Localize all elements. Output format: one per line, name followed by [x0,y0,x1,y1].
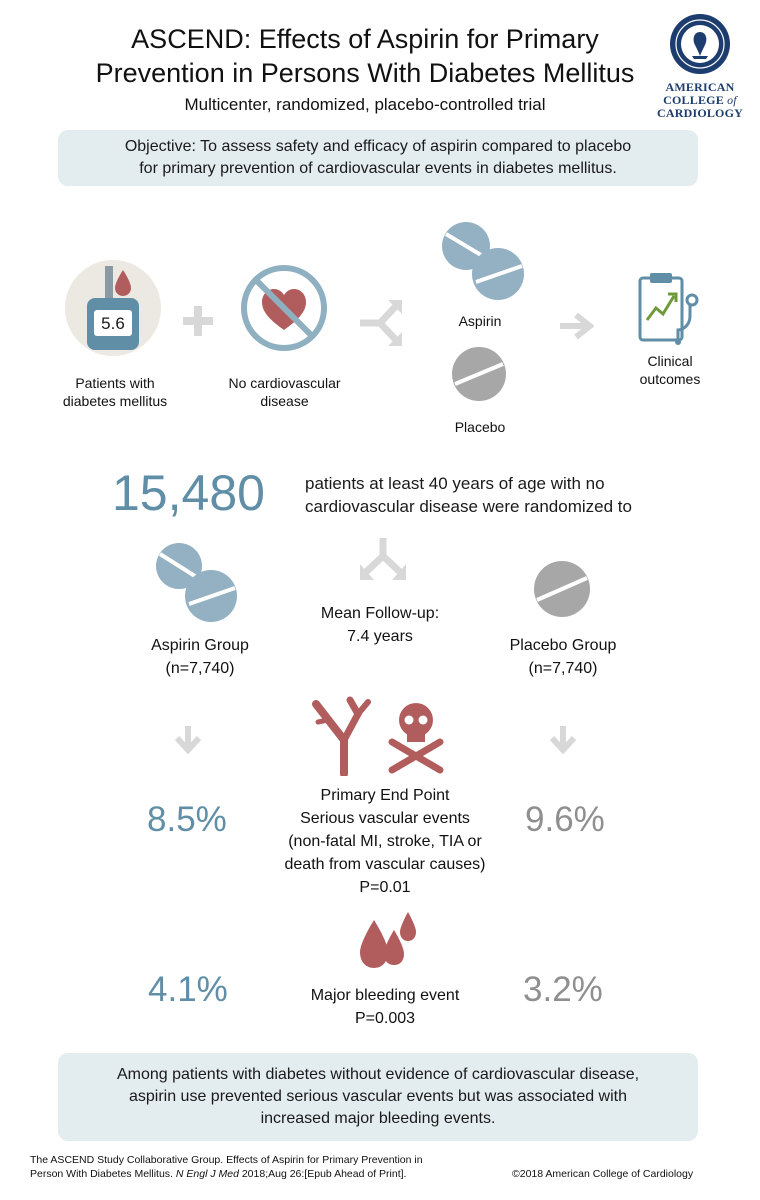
no-heart-icon [240,264,328,352]
blood-drops-icon [356,910,420,974]
subtitle: Multicenter, randomized, placebo-controlled trial [184,95,546,114]
aspirin-pills-icon [440,220,530,304]
arrow-down-right-icon [549,724,577,754]
aspirin-group-label: Aspirin Group (n=7,740) [151,637,249,677]
conclusion-text: Among patients with diabetes without evidence of cardiovascular disease, aspirin use prevented serious vascular events but was associated with increased major bleeding events. [116,1066,640,1127]
no-cvd-label: No cardiovascular disease [228,375,341,409]
enrollment-count: 15,480 [112,465,265,521]
clinical-outcomes-label: Clinical outcomes [639,353,701,387]
glucometer-reading: 5.6 [101,314,125,333]
arrow-right-icon [558,312,594,340]
split-arrow-icon [356,296,408,350]
placebo-group-pill-icon [533,560,591,618]
placebo-primary-pct: 9.6% [525,800,605,839]
followup-label: Mean Follow-up: 7.4 years [320,605,440,645]
page-title: ASCEND: Effects of Aspirin for Primary Prevention in Persons With Diabetes Mellitus [95,24,635,88]
aspirin-group-pills-icon [155,540,241,624]
plus-icon [183,306,213,336]
primary-endpoint-label: Primary End Point Serious vascular events (non-fatal MI, stroke, TIA or death from vascular causes) P=0.01 [284,787,486,896]
enrollment-text: patients at least 40 years of age with no cardiovascular disease were randomized to [305,474,632,516]
placebo-label: Placebo [454,419,506,435]
acc-logo: AMERICAN COLLEGE of CARDIOLOGY [650,12,750,122]
placebo-pill-icon [451,346,507,402]
glucometer-icon [63,258,163,358]
aspirin-label: Aspirin [458,313,502,329]
patients-label: Patients with diabetes mellitus [62,375,168,409]
objective-text: Objective: To assess safety and efficacy of aspirin compared to placebo for primary prevention of cardiovascular events in diabetes mellitus. [124,138,632,177]
split-down-arrow-icon [358,536,408,582]
vessel-skull-icon [310,696,450,776]
copyright: ©2018 American College of Cardiology [512,1168,694,1180]
aspirin-bleeding-pct: 4.1% [148,970,228,1009]
acc-seal-icon [668,12,732,76]
aspirin-primary-pct: 8.5% [147,800,227,839]
clipboard-icon [634,270,706,346]
citation: The ASCEND Study Collaborative Group. Effects of Aspirin for Primary Prevention in Person With Diabetes Mellitus. N Engl J Med 2018;Aug 26:[Epub Ahead of Print]. [30,1154,423,1180]
placebo-bleeding-pct: 3.2% [523,970,603,1009]
bleeding-label: Major bleeding event P=0.003 [310,987,460,1027]
placebo-group-label: Placebo Group (n=7,740) [509,637,617,677]
arrow-down-left-icon [174,724,202,754]
